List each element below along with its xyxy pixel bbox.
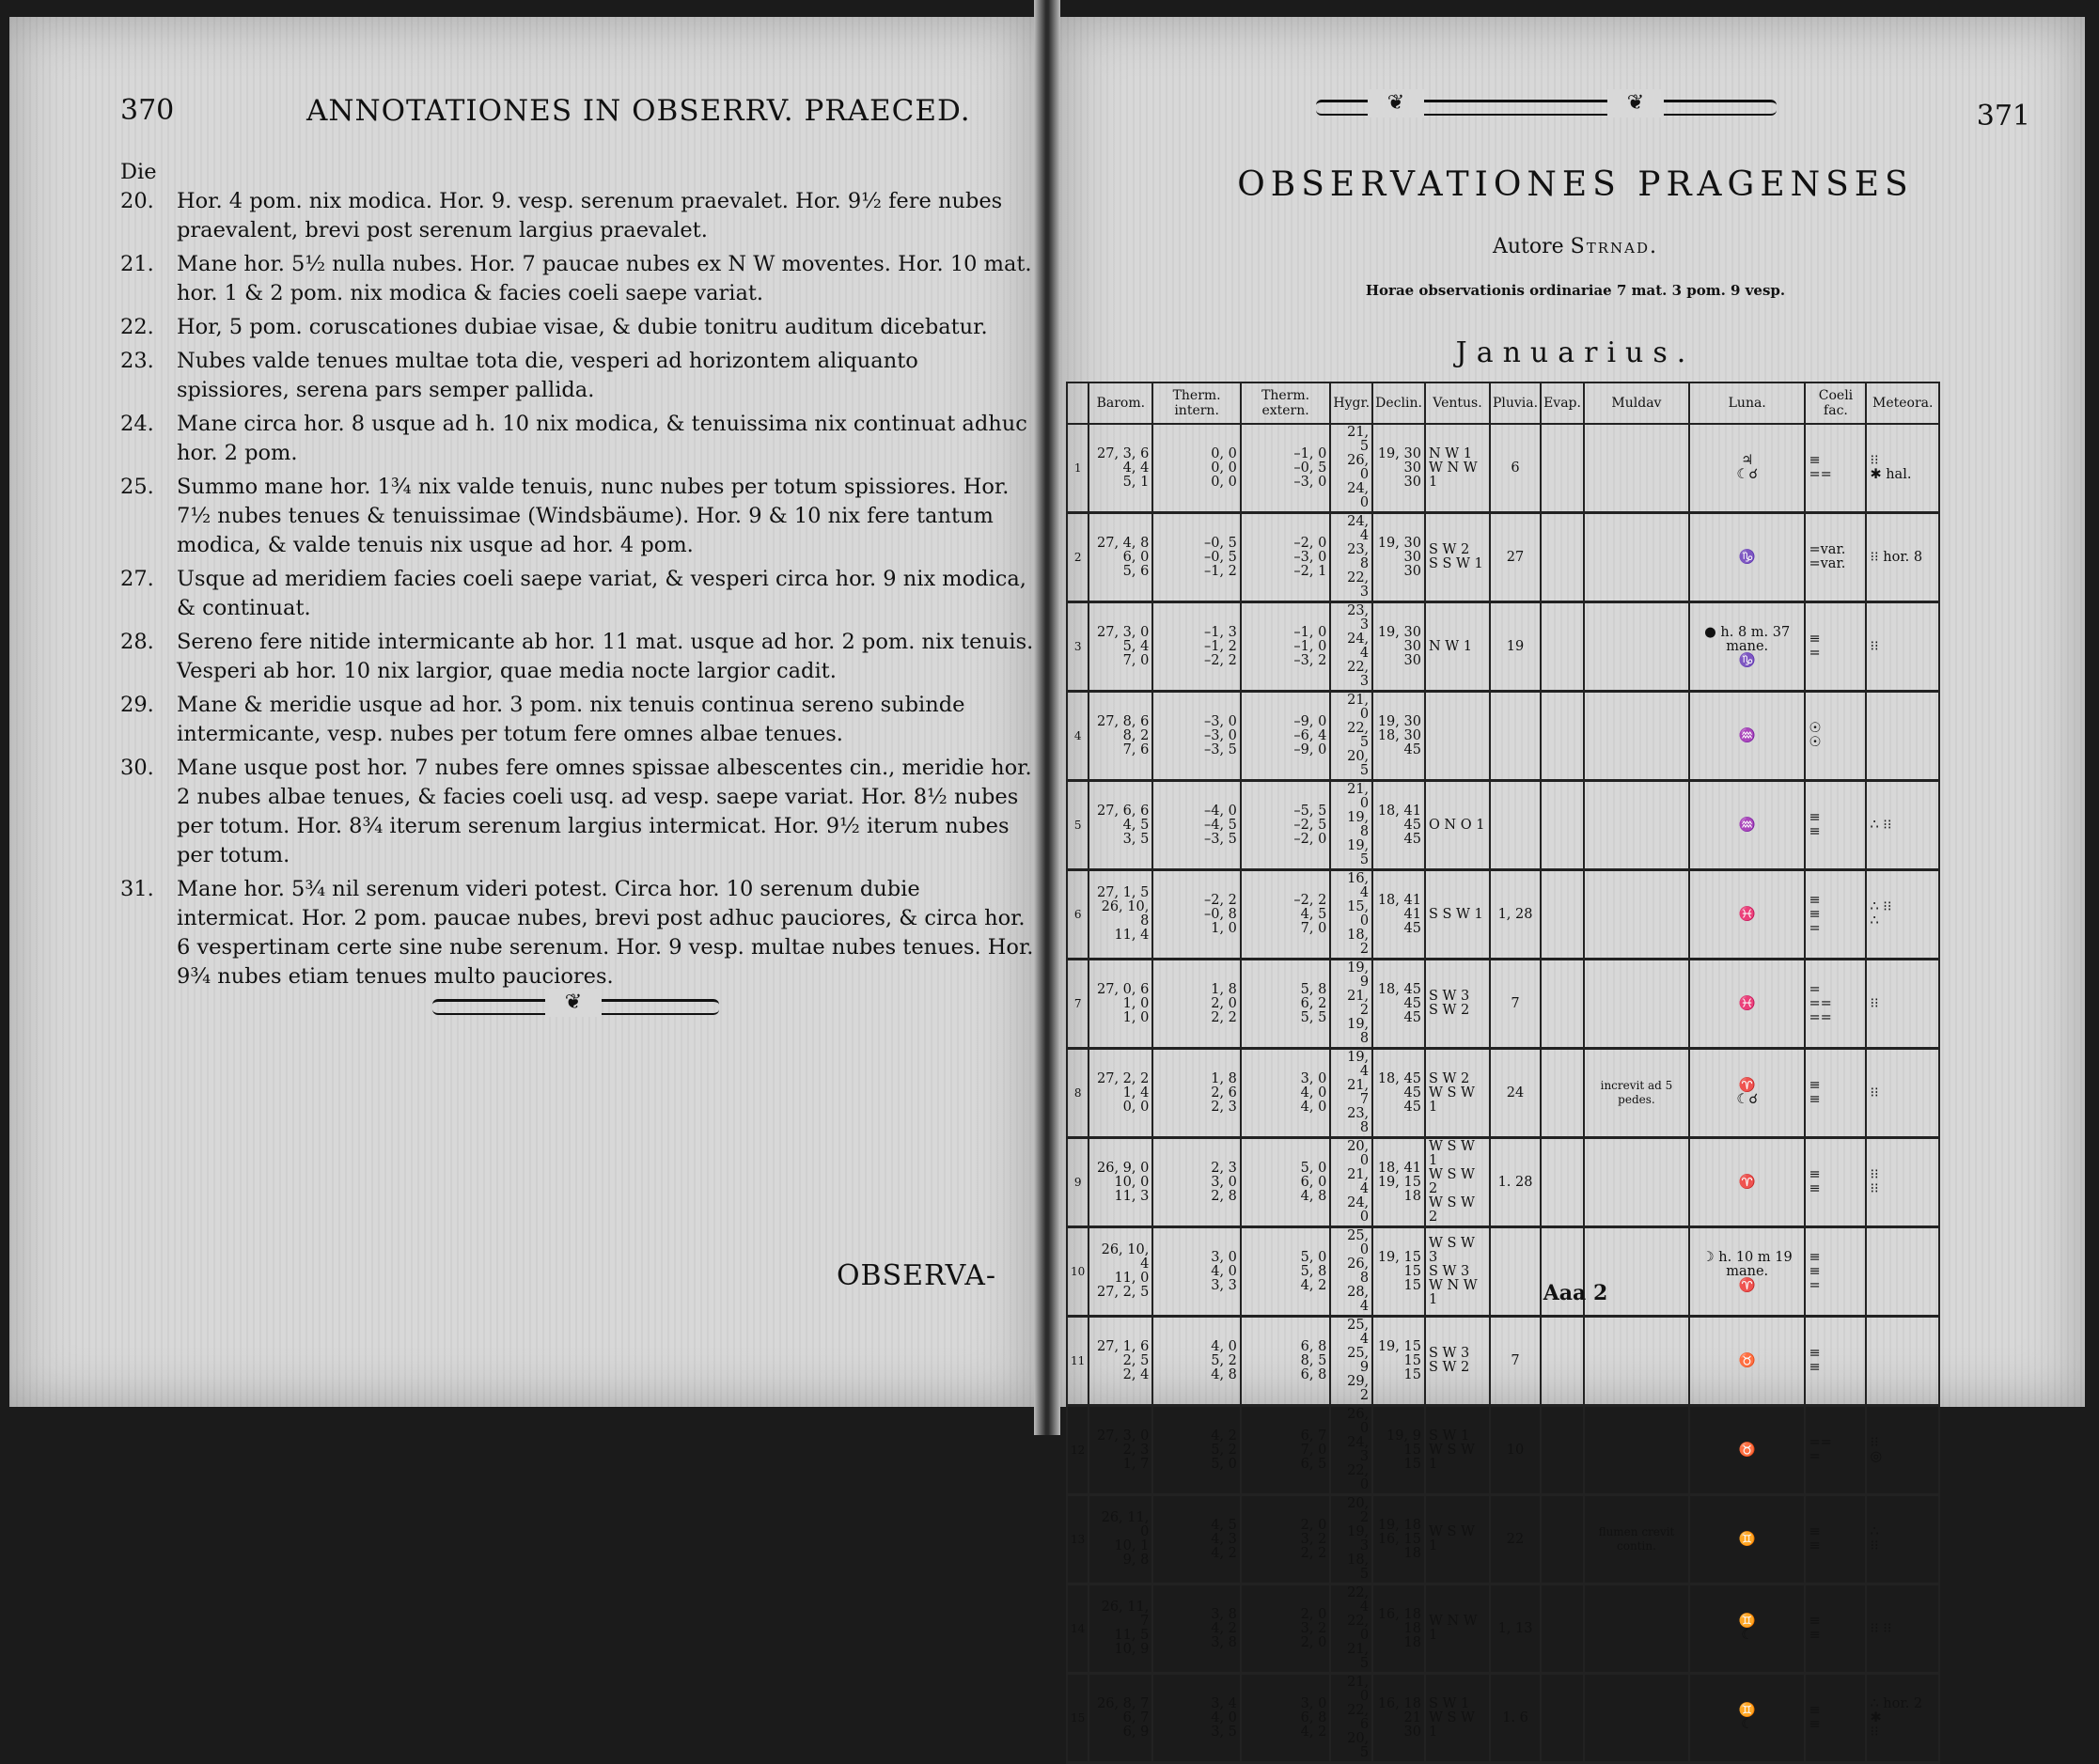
cell-coeli: ≡ ≡	[1805, 1138, 1866, 1227]
table-row	[1067, 424, 1939, 513]
entry-text: Nubes valde tenues multae tota die, vesperi ad horizontem aliquanto spissiores, serena pars semper pallida.	[177, 349, 918, 402]
cell-pluv	[1490, 692, 1541, 781]
entry-number: Die 20.	[120, 160, 157, 213]
cell-coeli: ≡ ≡ =	[1805, 870, 1866, 960]
column-header	[1866, 382, 1939, 424]
cell-day: 8	[1067, 1049, 1089, 1138]
cell-pluv: 1, 13	[1490, 1584, 1541, 1674]
cell-tin: 4, 2 5, 2 5, 0	[1152, 1406, 1241, 1495]
cell-muld	[1584, 960, 1689, 1049]
cell-barom: 27, 8, 6 8, 2 7, 6	[1089, 692, 1152, 781]
cell-muld	[1584, 1674, 1689, 1763]
cell-hygr: 23, 3 24, 4 22, 3	[1330, 602, 1372, 692]
cell-luna: ♒	[1689, 781, 1806, 870]
cell-barom: 27, 1, 5 26, 10, 8 11, 4	[1089, 870, 1152, 960]
entry-number: 29.	[120, 693, 154, 717]
cell-met: ⁝⁝ ⁝⁝	[1866, 1584, 1939, 1674]
cell-vent: O N O 1	[1425, 781, 1490, 870]
column-header-label: Luna.	[1728, 396, 1766, 411]
cell-pluv: 1. 6	[1490, 1674, 1541, 1763]
table-row	[1067, 602, 1939, 692]
cell-decl: 18, 45 45 45	[1372, 1049, 1425, 1138]
entry-text: Mane hor. 5¾ nil serenum videri potest. Circa hor. 10 serenum dubie intermicat. Hor. 2 pom. paucae nubes, brevi post adhuc pauciores, & circa hor. 6 vespertinam certe sine nube serenum. Hor. 9 vesp. multae nubes tenues. Hor. 9¾ nubes etiam tenues multo pauciores.	[177, 877, 1034, 989]
cell-pluv: 7	[1490, 960, 1541, 1049]
cell-vent: S W 2 S S W 1	[1425, 513, 1490, 602]
cell-hygr: 25, 4 25, 9 29, 2	[1330, 1317, 1372, 1406]
cell-tin: 4, 5 4, 3 4, 2	[1152, 1495, 1241, 1584]
cell-hygr: 16, 4 15, 0 18, 2	[1330, 870, 1372, 960]
cell-coeli: ☉ ☉	[1805, 692, 1866, 781]
cell-met: ∴ hor. 2 ✱ ⁝⁝	[1866, 1674, 1939, 1763]
cell-hygr: 26, 0 24, 3 22, 0	[1330, 1406, 1372, 1495]
annotation-entry	[120, 875, 1034, 991]
cell-tex: –9, 0 –6, 4 –9, 0	[1241, 692, 1330, 781]
cell-muld	[1584, 1406, 1689, 1495]
column-header-label: Hygr.	[1333, 396, 1371, 411]
cell-vent: W S W 1 W S W 2 W S W 2	[1425, 1138, 1490, 1227]
column-header	[1425, 382, 1490, 424]
header-ornament: ❦ ❦	[1316, 100, 1777, 116]
cell-pluv: 1, 28	[1490, 870, 1541, 960]
cell-barom: 27, 6, 6 4, 5 3, 5	[1089, 781, 1152, 870]
cell-decl: 19, 15 15 15	[1372, 1317, 1425, 1406]
column-header	[1372, 382, 1425, 424]
cell-day: 1	[1067, 424, 1089, 513]
entry-number: 27.	[120, 567, 154, 591]
entry-number: 28.	[120, 630, 154, 654]
cell-luna: ♑	[1689, 513, 1806, 602]
cell-tex: –2, 2 4, 5 7, 0	[1241, 870, 1330, 960]
cell-met	[1866, 1317, 1939, 1406]
table-row	[1067, 1495, 1939, 1584]
cell-evap	[1541, 960, 1584, 1049]
cell-tex: 2, 0 3, 2 2, 2	[1241, 1495, 1330, 1584]
column-header	[1330, 382, 1372, 424]
cell-day: 15	[1067, 1674, 1089, 1763]
cell-tex: 2, 0 3, 2 2, 0	[1241, 1584, 1330, 1674]
cell-day: 7	[1067, 960, 1089, 1049]
cell-tin: 0, 0 0, 0 0, 0	[1152, 424, 1241, 513]
book-gutter	[1034, 0, 1060, 1435]
annotations-body	[120, 158, 1034, 996]
cell-evap	[1541, 1674, 1584, 1763]
cell-coeli: ≡ ≡	[1805, 1584, 1866, 1674]
cell-coeli: ≡ ≡	[1805, 1674, 1866, 1763]
cell-evap	[1541, 424, 1584, 513]
cell-decl: 19, 9 15 15	[1372, 1406, 1425, 1495]
column-header	[1089, 382, 1152, 424]
annotation-entry	[120, 473, 1034, 560]
annotation-entry	[120, 347, 1034, 405]
cell-pluv: 10	[1490, 1406, 1541, 1495]
entry-number: 23.	[120, 349, 154, 373]
annotation-entry	[120, 691, 1034, 749]
entry-number: 24.	[120, 412, 154, 436]
entry-number: 21.	[120, 252, 154, 276]
cell-vent	[1425, 692, 1490, 781]
cell-barom: 27, 0, 6 1, 0 1, 0	[1089, 960, 1152, 1049]
cell-hygr: 21, 5 26, 0 24, 0	[1330, 424, 1372, 513]
cell-barom: 26, 10, 4 11, 0 27, 2, 5	[1089, 1227, 1152, 1317]
cell-evap	[1541, 692, 1584, 781]
cell-tex: 5, 0 5, 8 4, 2	[1241, 1227, 1330, 1317]
cell-barom: 27, 4, 8 6, 0 5, 6	[1089, 513, 1152, 602]
cell-day: 10	[1067, 1227, 1089, 1317]
cell-met: ⁝⁝ ⁝⁝	[1866, 1138, 1939, 1227]
column-header-label: Barom.	[1096, 396, 1146, 411]
cell-day: 14	[1067, 1584, 1089, 1674]
cell-muld	[1584, 692, 1689, 781]
cell-vent: N W 1 W N W 1	[1425, 424, 1490, 513]
cell-coeli: ≡ ==	[1805, 424, 1866, 513]
entry-text: Summo mane hor. 1¾ nix valde tenuis, nunc nubes per totum spissiores. Hor. 7½ nubes tenues & tenuissimae (Windsbäume). Hor. 9 & 10 nix fere tantum modica, & valde tenuis nix usque ad hor. 4 pom.	[177, 475, 1010, 557]
cell-muld: increvit ad 5 pedes.	[1584, 1049, 1689, 1138]
cell-decl: 16, 18 21 30	[1372, 1674, 1425, 1763]
cell-day: 9	[1067, 1138, 1089, 1227]
column-header	[1490, 382, 1541, 424]
cell-pluv: 7	[1490, 1317, 1541, 1406]
cell-vent: S W 1 W S W 1	[1425, 1674, 1490, 1763]
cell-evap	[1541, 1495, 1584, 1584]
cell-luna: ♊ ☾	[1689, 1674, 1806, 1763]
cell-muld	[1584, 602, 1689, 692]
cell-luna: ☽ h. 10 m 19 mane. ♈	[1689, 1227, 1806, 1317]
cell-barom: 27, 3, 0 2, 3 1, 7	[1089, 1406, 1152, 1495]
column-header-label: Meteora.	[1872, 396, 1934, 411]
cell-day: 2	[1067, 513, 1089, 602]
column-header-label: Therm. intern.	[1172, 388, 1221, 418]
annotation-entry	[120, 565, 1034, 623]
annotation-entry	[120, 410, 1034, 468]
cell-barom: 27, 3, 6 4, 4 5, 1	[1089, 424, 1152, 513]
cell-day: 12	[1067, 1406, 1089, 1495]
cell-decl: 19, 15 15 15	[1372, 1227, 1425, 1317]
cell-coeli: = == ==	[1805, 960, 1866, 1049]
cell-hygr: 19, 4 21, 7 23, 8	[1330, 1049, 1372, 1138]
cell-vent: S S W 1	[1425, 870, 1490, 960]
cell-evap	[1541, 781, 1584, 870]
table-row	[1067, 1317, 1939, 1406]
cell-luna: ♒	[1689, 692, 1806, 781]
cell-tex: –2, 0 –3, 0 –2, 1	[1241, 513, 1330, 602]
cell-barom: 26, 9, 0 10, 0 11, 3	[1089, 1138, 1152, 1227]
cell-day: 5	[1067, 781, 1089, 870]
cell-barom: 26, 8, 7 6, 7 6, 9	[1089, 1674, 1152, 1763]
cell-tin: 4, 0 5, 2 4, 8	[1152, 1317, 1241, 1406]
cell-tin: 3, 0 4, 0 3, 3	[1152, 1227, 1241, 1317]
column-header-label: Therm. extern.	[1261, 388, 1310, 418]
cell-tin: 1, 8 2, 0 2, 2	[1152, 960, 1241, 1049]
cell-tex: 5, 8 6, 2 5, 5	[1241, 960, 1330, 1049]
cell-hygr: 20, 2 19, 3 18, 5	[1330, 1495, 1372, 1584]
cell-decl: 18, 41 41 45	[1372, 870, 1425, 960]
cell-vent: S W 1 W S W 1	[1425, 1406, 1490, 1495]
author-prefix: Autore	[1492, 235, 1564, 258]
table-row	[1067, 781, 1939, 870]
cell-coeli: ≡ ≡	[1805, 1317, 1866, 1406]
column-header	[1241, 382, 1330, 424]
cell-met: ∴ ⁝⁝	[1866, 781, 1939, 870]
cell-pluv	[1490, 781, 1541, 870]
cell-tex: 6, 8 8, 5 6, 8	[1241, 1317, 1330, 1406]
entry-number: 30.	[120, 756, 154, 780]
cell-luna: ♓	[1689, 960, 1806, 1049]
cell-met: ⁝⁝	[1866, 960, 1939, 1049]
entry-text: Mane & meridie usque ad hor. 3 pom. nix tenuis continua sereno subinde intermicante, vesp. nubes per totum fere omnes albae tenues.	[177, 693, 965, 746]
cell-tex: –1, 0 –1, 0 –3, 2	[1241, 602, 1330, 692]
cell-barom: 26, 11, 0 10, 1 9, 8	[1089, 1495, 1152, 1584]
cell-day: 4	[1067, 692, 1089, 781]
column-header	[1541, 382, 1584, 424]
cell-tin: –0, 5 –0, 5 –1, 2	[1152, 513, 1241, 602]
cell-luna: ♈	[1689, 1138, 1806, 1227]
entry-number: 31.	[120, 877, 154, 901]
cell-day: 13	[1067, 1495, 1089, 1584]
table-row	[1067, 1584, 1939, 1674]
table-row	[1067, 1406, 1939, 1495]
cell-coeli: ≡ ≡ =	[1805, 1227, 1866, 1317]
cell-barom: 27, 3, 0 5, 4 7, 0	[1089, 602, 1152, 692]
cell-luna: ♊ ☾	[1689, 1584, 1806, 1674]
column-header-label: Declin.	[1375, 396, 1422, 411]
cell-hygr: 21, 0 19, 8 19, 5	[1330, 781, 1372, 870]
cell-decl: 18, 45 45 45	[1372, 960, 1425, 1049]
cell-tin: –4, 0 –4, 5 –3, 5	[1152, 781, 1241, 870]
cell-hygr: 24, 4 23, 8 22, 3	[1330, 513, 1372, 602]
cell-met: ⁝⁝	[1866, 1049, 1939, 1138]
column-header	[1584, 382, 1689, 424]
cell-muld	[1584, 781, 1689, 870]
cell-coeli: ≡ =	[1805, 602, 1866, 692]
cell-pluv: 6	[1490, 424, 1541, 513]
page-number-left: 370	[120, 94, 175, 127]
cell-met: ⁝⁝ ◎	[1866, 1406, 1939, 1495]
cell-vent: S W 2 W S W 1	[1425, 1049, 1490, 1138]
cell-evap	[1541, 1138, 1584, 1227]
column-header-label: Ventus.	[1433, 396, 1482, 411]
cell-muld: flumen crevit contin.	[1584, 1495, 1689, 1584]
author-name: Strnad.	[1570, 235, 1659, 258]
cell-pluv: 27	[1490, 513, 1541, 602]
table-header-row	[1067, 382, 1939, 424]
cell-barom: 27, 1, 6 2, 5 2, 4	[1089, 1317, 1152, 1406]
left-header	[120, 94, 1023, 132]
cell-decl: 16, 18 18 18	[1372, 1584, 1425, 1674]
cell-muld	[1584, 870, 1689, 960]
cell-coeli: == =	[1805, 1406, 1866, 1495]
entry-text: Mane circa hor. 8 usque ad h. 10 nix modica, & tenuissima nix continuat adhuc hor. 2 pom.	[177, 412, 1027, 465]
annotation-entry	[120, 250, 1034, 308]
cell-tin: –3, 0 –3, 0 –3, 5	[1152, 692, 1241, 781]
cell-hygr: 22, 4 22, 0 21, 5	[1330, 1584, 1372, 1674]
cell-evap	[1541, 602, 1584, 692]
cell-luna: ♃ ☾☌	[1689, 424, 1806, 513]
observation-hours: Horae observationis ordinariae 7 mat. 3 pom. 9 vesp.	[1365, 282, 1786, 299]
cell-vent: N W 1	[1425, 602, 1490, 692]
table-row	[1067, 870, 1939, 960]
table-row	[1067, 513, 1939, 602]
cell-evap	[1541, 1049, 1584, 1138]
cell-luna: ♉	[1689, 1406, 1806, 1495]
cell-day: 11	[1067, 1317, 1089, 1406]
entry-text: Mane usque post hor. 7 nubes fere omnes spissae albescentes cin., meridie hor. 2 nubes albae tenues, & facies coeli usq. ad vesp. saepe variat. Hor. 8½ nubes per totum. Hor. 8¾ iterum serenum largius intermicat. Hor. 9½ iterum nubes per totum.	[177, 756, 1032, 867]
cell-pluv: 22	[1490, 1495, 1541, 1584]
entry-text: Usque ad meridiem facies coeli saepe variat, & vesperi circa hor. 9 nix modica, & continuat.	[177, 567, 1026, 620]
cell-vent: W S W 3 S W 3 W N W 1	[1425, 1227, 1490, 1317]
cell-decl: 19, 30 30 30	[1372, 424, 1425, 513]
cell-day: 6	[1067, 870, 1089, 960]
cell-decl: 19, 30 18, 30 45	[1372, 692, 1425, 781]
cell-vent: S W 3 S W 2	[1425, 1317, 1490, 1406]
cell-pluv: 1. 28	[1490, 1138, 1541, 1227]
cell-muld	[1584, 1138, 1689, 1227]
table-row	[1067, 960, 1939, 1049]
left-page	[9, 17, 1034, 1407]
cell-evap	[1541, 870, 1584, 960]
cell-luna: ♈ ☾☌	[1689, 1049, 1806, 1138]
cell-vent: S W 3 S W 2	[1425, 960, 1490, 1049]
cell-hygr: 19, 9 21, 2 19, 8	[1330, 960, 1372, 1049]
cell-evap	[1541, 513, 1584, 602]
month-heading: Januarius.	[1455, 336, 1696, 369]
entry-number: 22.	[120, 315, 154, 339]
cell-vent: W S W 1	[1425, 1495, 1490, 1584]
cell-tex: 3, 0 6, 8 4, 2	[1241, 1674, 1330, 1763]
table-body	[1067, 424, 1939, 1763]
right-page	[1060, 17, 2085, 1760]
column-header-label: Pluvia.	[1492, 396, 1539, 411]
cell-decl: 18, 41 19, 15 18	[1372, 1138, 1425, 1227]
cell-met: ∴ ⁝⁝ ∴	[1866, 870, 1939, 960]
entry-text: Hor. 4 pom. nix modica. Hor. 9. vesp. serenum praevalet. Hor. 9½ fere nubes praevalent, brevi post serenum largius praevalet.	[177, 189, 1003, 242]
cell-met: ∴ ⁝⁝	[1866, 1495, 1939, 1584]
cell-hygr: 25, 0 26, 8 28, 4	[1330, 1227, 1372, 1317]
cell-muld	[1584, 1584, 1689, 1674]
cell-tex: –1, 0 –0, 5 –3, 0	[1241, 424, 1330, 513]
cell-met: ⁝⁝	[1866, 602, 1939, 692]
cell-coeli: ≡ ≡	[1805, 1049, 1866, 1138]
cell-coeli: ≡ ≡	[1805, 781, 1866, 870]
entry-text: Mane hor. 5½ nulla nubes. Hor. 7 paucae nubes ex N W moventes. Hor. 10 mat. hor. 1 & 2 pom. nix modica & facies coeli saepe variat.	[177, 252, 1032, 305]
cell-luna: ♉	[1689, 1317, 1806, 1406]
cell-tex: 6, 7 7, 0 6, 5	[1241, 1406, 1330, 1495]
entry-text: Hor, 5 pom. coruscationes dubiae visae, & dubie tonitru auditum dicebatur.	[177, 315, 988, 339]
catchword: OBSERVA-	[836, 1259, 996, 1292]
cell-pluv: 24	[1490, 1049, 1541, 1138]
column-header-label: Coeli fac.	[1818, 388, 1854, 418]
cell-tin: 2, 3 3, 0 2, 8	[1152, 1138, 1241, 1227]
column-header	[1805, 382, 1866, 424]
cell-decl: 19, 18 16, 15 18	[1372, 1495, 1425, 1584]
cell-tex: –5, 5 –2, 5 –2, 0	[1241, 781, 1330, 870]
cell-tex: 3, 0 4, 0 4, 0	[1241, 1049, 1330, 1138]
annotation-entry	[120, 628, 1034, 686]
cell-met: ⁝⁝ hor. 8	[1866, 513, 1939, 602]
cell-vent: W N W 1	[1425, 1584, 1490, 1674]
annotation-entry	[120, 754, 1034, 870]
cell-tin: –1, 3 –1, 2 –2, 2	[1152, 602, 1241, 692]
cell-coeli: =var. =var.	[1805, 513, 1866, 602]
cell-decl: 19, 30 30 30	[1372, 513, 1425, 602]
cell-met: ⁝⁝ ✱ hal.	[1866, 424, 1939, 513]
cell-luna: ♓	[1689, 870, 1806, 960]
entry-number: 25.	[120, 475, 154, 499]
table-row	[1067, 1138, 1939, 1227]
cell-muld	[1584, 1317, 1689, 1406]
cell-muld	[1584, 513, 1689, 602]
running-title: ANNOTATIONES IN OBSERRV. PRAECED.	[306, 94, 971, 128]
cell-hygr: 21, 0 22, 5 20, 5	[1330, 692, 1372, 781]
entry-text: Sereno fere nitide intermicante ab hor. 11 mat. usque ad hor. 2 pom. nix tenuis. Vesperi ab hor. 10 nix largior, quae media nocte largior cadit.	[177, 630, 1034, 683]
column-header	[1067, 382, 1089, 424]
column-header	[1152, 382, 1241, 424]
cell-tex: 5, 0 6, 0 4, 8	[1241, 1138, 1330, 1227]
observations-table	[1066, 382, 1940, 1764]
page-title: OBSERVATIONES PRAGENSES	[1237, 165, 1914, 204]
table-row	[1067, 1674, 1939, 1763]
cell-met	[1866, 692, 1939, 781]
author-line	[1171, 235, 1980, 258]
cell-hygr: 21, 0 22, 6 20, 5	[1330, 1674, 1372, 1763]
ornament-rule: ❦	[432, 999, 719, 1015]
cell-decl: 19, 30 30 30	[1372, 602, 1425, 692]
cell-luna: ♊	[1689, 1495, 1806, 1584]
cell-barom: 26, 11, 7 11, 5 10, 9	[1089, 1584, 1152, 1674]
annotation-entry	[120, 313, 1034, 342]
column-header	[1689, 382, 1806, 424]
cell-hygr: 20, 0 21, 4 24, 0	[1330, 1138, 1372, 1227]
table-row	[1067, 692, 1939, 781]
cell-tin: –2, 2 –0, 8 1, 0	[1152, 870, 1241, 960]
cell-tin: 3, 8 4, 2 3, 8	[1152, 1584, 1241, 1674]
cell-coeli: ≡ ≡	[1805, 1495, 1866, 1584]
cell-tin: 3, 4 4, 0 3, 5	[1152, 1674, 1241, 1763]
column-header-label: Evap.	[1543, 396, 1581, 411]
page-number-right: 371	[1976, 100, 2030, 133]
cell-evap	[1541, 1584, 1584, 1674]
table-row	[1067, 1049, 1939, 1138]
column-header-label: Muldav	[1611, 396, 1662, 411]
signature-mark: Aaa 2	[1543, 1281, 1608, 1305]
cell-tin: 1, 8 2, 6 2, 3	[1152, 1049, 1241, 1138]
cell-pluv: 19	[1490, 602, 1541, 692]
cell-decl: 18, 41 45 45	[1372, 781, 1425, 870]
cell-evap	[1541, 1317, 1584, 1406]
annotation-entry	[120, 158, 1034, 245]
cell-luna: ● h. 8 m. 37 mane. ♑	[1689, 602, 1806, 692]
cell-muld	[1584, 424, 1689, 513]
cell-barom: 27, 2, 2 1, 4 0, 0	[1089, 1049, 1152, 1138]
cell-day: 3	[1067, 602, 1089, 692]
cell-evap	[1541, 1406, 1584, 1495]
